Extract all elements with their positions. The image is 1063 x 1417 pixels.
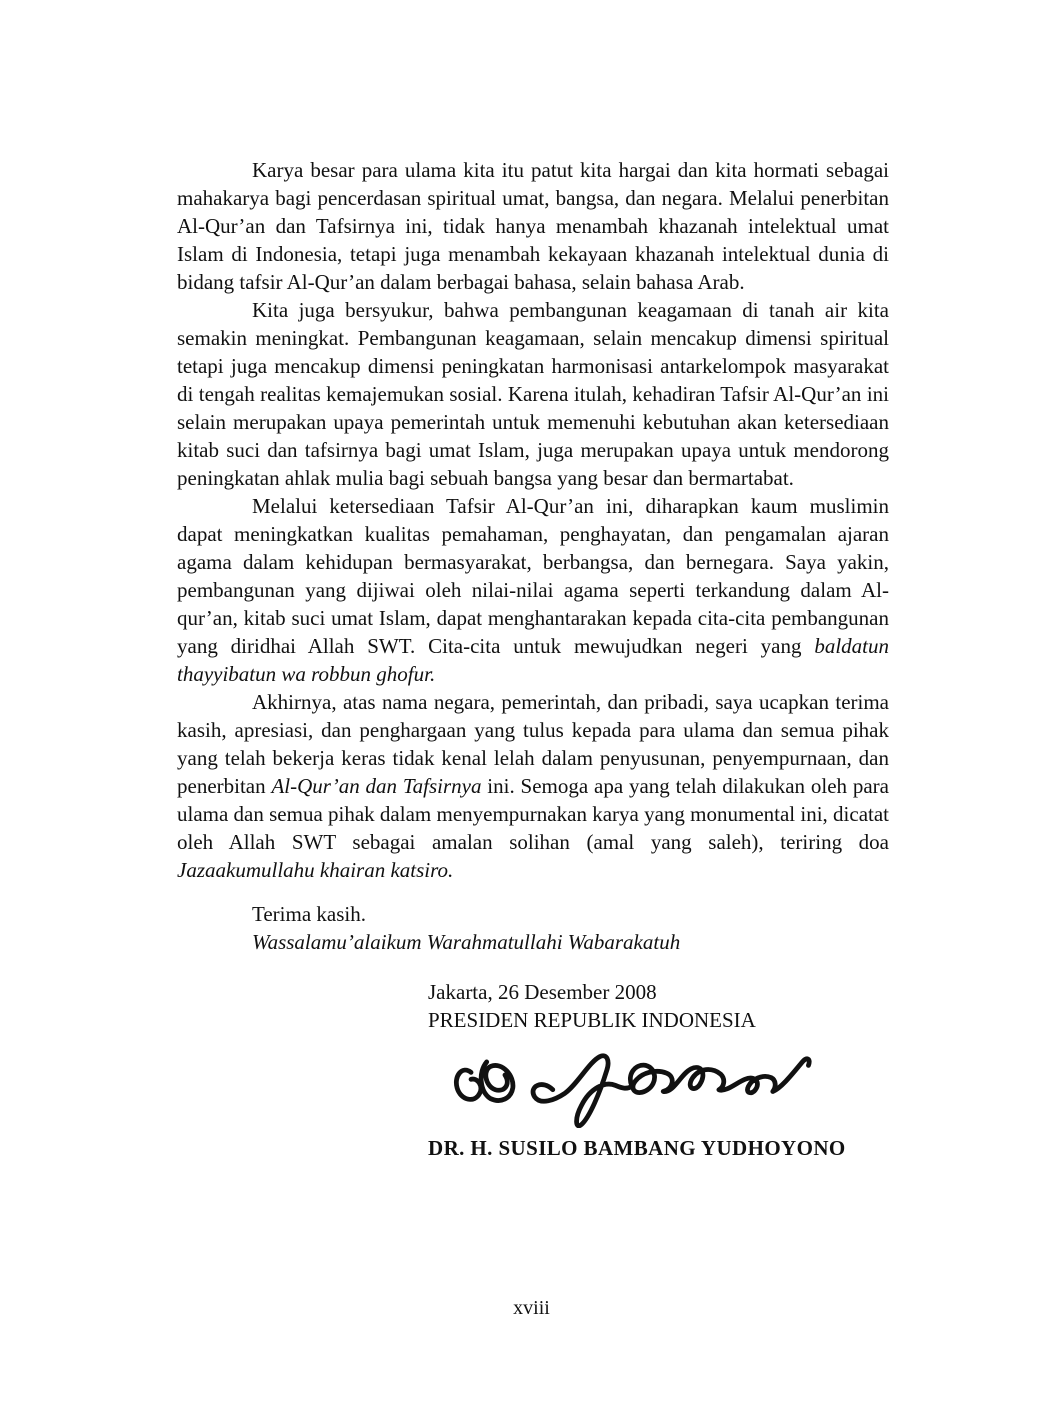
page-number: xviii: [513, 1297, 550, 1319]
paragraph-1-text: Karya besar para ulama kita itu patut kita hargai dan kita hormati sebagai mahakarya bagi pencerdasan spiritual umat, bangsa, dan negara. Melalui penerbitan Al-Qur’an dan Tafsirnya ini, tidak hanya menambah khazanah intelektual umat Islam di Indonesia, tetapi juga menambah kekayaan khazanah intelektual dunia di bidang tafsir Al-Qur’an dalam berbagai bahasa, selain bahasa Arab.: [177, 158, 889, 294]
paragraph-4: [177, 688, 889, 884]
closing-salutation: Wassalamu’alaikum Warahmatullahi Wabarakatuh: [252, 930, 681, 954]
paragraph-2-text: Kita juga bersyukur, bahwa pembangunan keagamaan di tanah air kita semakin meningkat. Pembangunan keagamaan, selain mencakup dimensi spiritual tetapi juga mencakup dimensi peningkatan harmonisasi antarkelompok masyarakat di tengah realitas kemajemukan sosial. Karena itulah, kehadiran Tafsir Al-Qur’an ini selain merupakan upaya pemerintah untuk memenuhi kebutuhan akan ketersediaan kitab suci dan tafsirnya bagi umat Islam, juga merupakan upaya untuk mendorong peningkatan ahlak mulia bagi sebuah bangsa yang besar dan bermartabat.: [177, 298, 889, 490]
paragraph-3: [177, 492, 889, 688]
paragraph-1: [177, 156, 889, 296]
paragraph-4-book-title: Al-Qur’an dan Tafsirnya: [271, 774, 482, 798]
paragraph-2: [177, 296, 889, 492]
closing-thanks: Terima kasih.: [252, 902, 366, 926]
letter-body: [177, 156, 889, 1162]
signatory-title-line: PRESIDEN REPUBLIK INDONESIA: [428, 1008, 756, 1032]
signature-icon: [422, 1048, 854, 1128]
place-date-line: Jakarta, 26 Desember 2008: [428, 980, 657, 1004]
paragraph-4-prayer-phrase: Jazaakumullahu khairan katsiro.: [177, 858, 454, 882]
paragraph-3-italic-phrase: baldatun thayyibatun wa robbun ghofur.: [177, 634, 889, 686]
paragraph-4-text-2: ini. Semoga apa yang telah dilakukan oleh para ulama dan semua pihak dalam menyempurnakan karya yang monumental ini, dicatat oleh Allah SWT sebagai amalan solihan (amal yang saleh), teriring doa: [177, 774, 890, 854]
paragraph-4-text: Akhirnya, atas nama negara, pemerintah, dan pribadi, saya ucapkan terima kasih, apresiasi, dan penghargaan yang tulus kepada para ulama dan semua pihak yang telah bekerja keras tidak kenal lelah dalam penyusunan, penyempurnaan, dan penerbitan: [177, 690, 889, 798]
signature-block: [428, 978, 889, 1162]
signatory-name: DR. H. SUSILO BAMBANG YUDHOYONO: [428, 1136, 846, 1160]
paragraph-3-text: Melalui ketersediaan Tafsir Al-Qur’an ini, diharapkan kaum muslimin dapat meningkatkan kualitas pemahaman, penghayatan, dan pengamalan ajaran agama dalam kehidupan bermasyarakat, berbangsa, dan bernegara. Saya yakin, pembangunan yang dijiwai oleh nilai-nilai agama seperti terkandung dalam Al-qur’an, kitab suci umat Islam, dapat menghantarakan kepada cita-cita pembangunan yang diridhai Allah SWT. Cita-cita untuk mewujudkan negeri yang: [177, 494, 889, 658]
